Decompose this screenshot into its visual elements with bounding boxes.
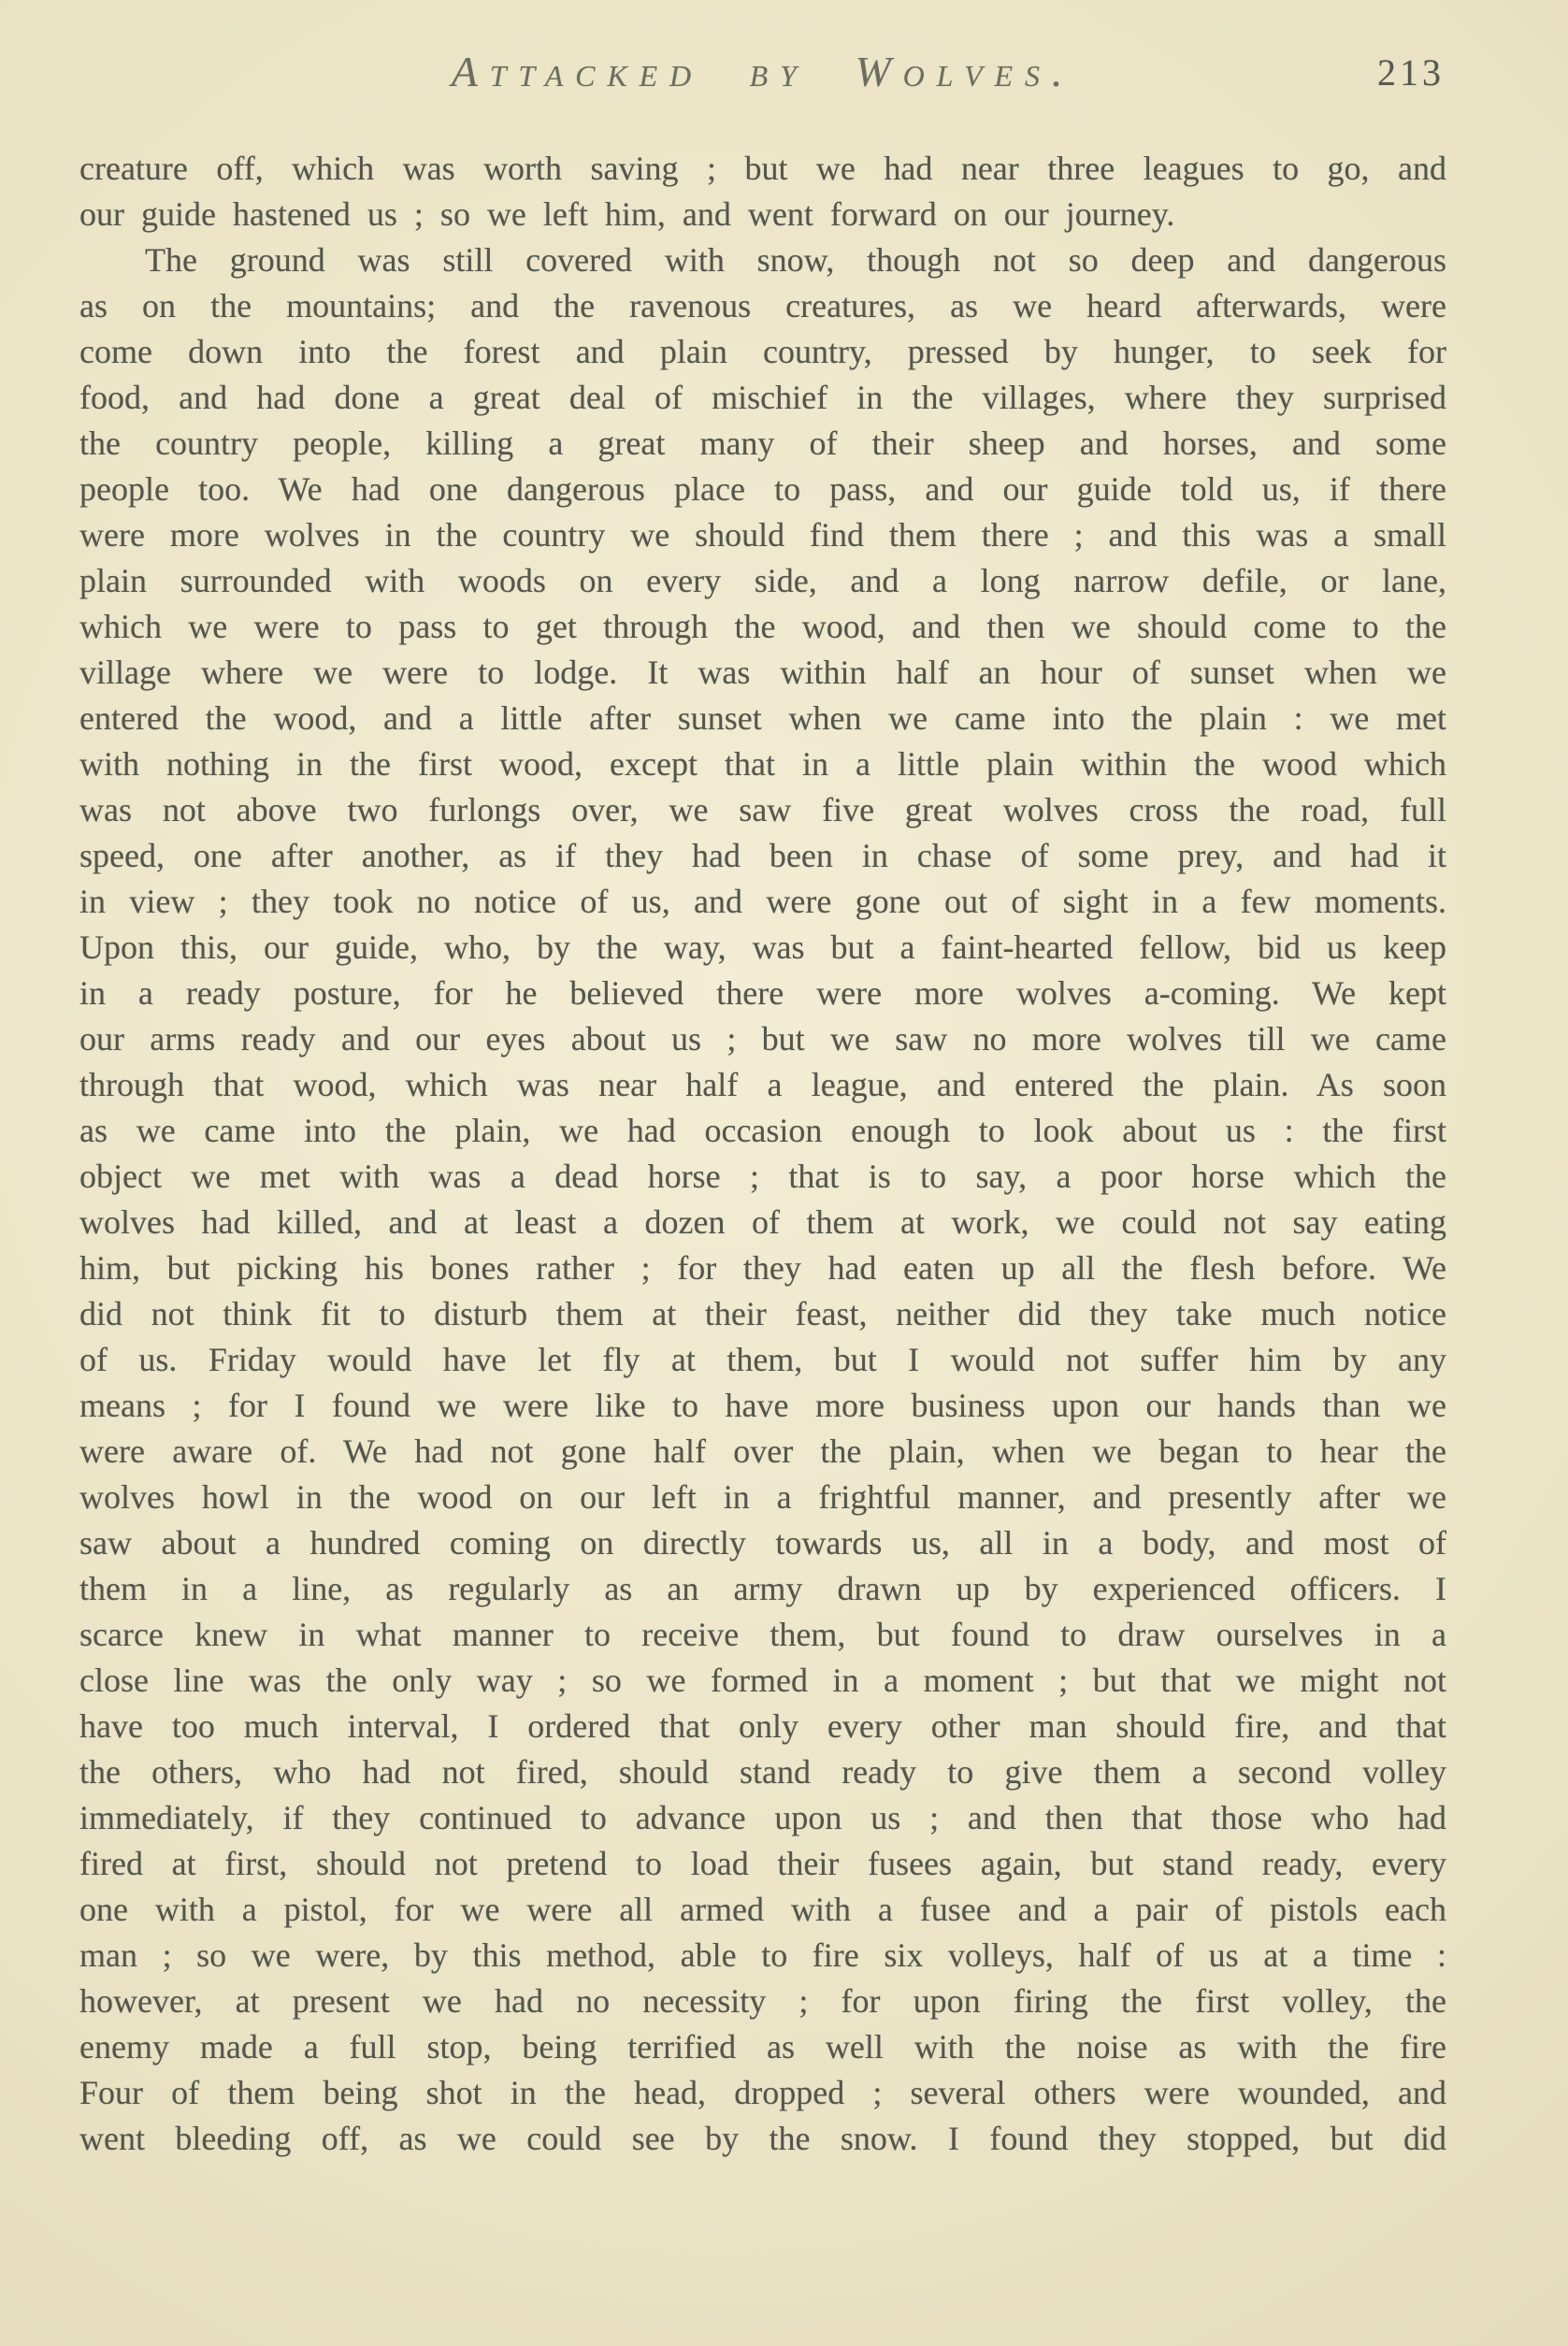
text-line: immediately, if they continued to advance upon us ; and then that those who had <box>79 1799 1446 1836</box>
text-line: which we were to pass to get through the wood, and then we should come to the <box>79 608 1446 645</box>
text-line: plain surrounded with woods on every side, and a long narrow defile, or lane, <box>79 562 1446 599</box>
text-line: in a ready posture, for he believed there were more wolves a-coming. We kept <box>79 974 1446 1012</box>
text-line: Upon this, our guide, who, by the way, was but a faint-hearted fellow, bid us keep <box>79 928 1446 966</box>
text-line: our guide hastened us ; so we left him, and went forward on our journey. <box>79 195 1175 233</box>
text-line: as we came into the plain, we had occasion enough to look about us : the first <box>79 1112 1446 1149</box>
text-line: through that wood, which was near half a league, and entered the plain. As soon <box>79 1066 1446 1103</box>
text-line: wolves had killed, and at least a dozen of them at work, we could not say eating <box>79 1203 1446 1241</box>
text-line: our arms ready and our eyes about us ; but we saw no more wolves till we came <box>79 1020 1446 1058</box>
running-title: Attacked by Wolves. <box>451 48 1075 95</box>
text-line: them in a line, as regularly as an army drawn up by experienced officers. I <box>79 1570 1446 1607</box>
page-header <box>79 47 1446 99</box>
text-line: of us. Friday would have let fly at them, but I would not suffer him by any <box>79 1341 1446 1378</box>
text-line: saw about a hundred coming on directly towards us, all in a body, and most of <box>79 1524 1446 1562</box>
text-line: in view ; they took no notice of us, and were gone out of sight in a few moments. <box>79 883 1446 920</box>
page-number: 213 <box>1377 51 1445 94</box>
text-line: were aware of. We had not gone half over the plain, when we began to hear the <box>79 1432 1446 1470</box>
text-line: enemy made a full stop, being terrified as well with the noise as with the fire <box>79 2028 1446 2065</box>
text-line: one with a pistol, for we were all armed with a fusee and a pair of pistols each <box>79 1891 1446 1928</box>
text-line: Four of them being shot in the head, dropped ; several others were wounded, and <box>79 2074 1446 2111</box>
text-line: means ; for I found we were like to have more business upon our hands than we <box>79 1387 1446 1424</box>
text-line: were more wolves in the country we should find them there ; and this was a small <box>79 516 1446 554</box>
text-line: however, at present we had no necessity ; for upon firing the first volley, the <box>79 1982 1446 2020</box>
text-line: the country people, killing a great many of their sheep and horses, and some <box>79 425 1446 462</box>
text-line: close line was the only way ; so we formed in a moment ; but that we might not <box>79 1662 1446 1699</box>
text-line: people too. We had one dangerous place to pass, and our guide told us, if there <box>79 470 1446 508</box>
text-line: him, but picking his bones rather ; for they had eaten up all the flesh before. We <box>79 1249 1446 1287</box>
text-line: fired at first, should not pretend to load their fusees again, but stand ready, every <box>79 1845 1446 1882</box>
text-line: food, and had done a great deal of mischief in the villages, where they surprised <box>79 379 1446 416</box>
text-line: went bleeding off, as we could see by the snow. I found they stopped, but did <box>79 2120 1446 2157</box>
text-line: with nothing in the first wood, except that in a little plain within the wood which <box>79 745 1446 783</box>
text-line: was not above two furlongs over, we saw five great wolves cross the road, full <box>79 791 1446 828</box>
text-line: creature off, which was worth saving ; but we had near three leagues to go, and <box>79 150 1446 187</box>
text-line: The ground was still covered with snow, though not so deep and dangerous <box>145 241 1446 279</box>
text-line: did not think fit to disturb them at their feast, neither did they take much notice <box>79 1295 1446 1332</box>
text-line: speed, one after another, as if they had been in chase of some prey, and had it <box>79 837 1446 874</box>
text-line: village where we were to lodge. It was within half an hour of sunset when we <box>79 654 1446 691</box>
text-line: wolves howl in the wood on our left in a frightful manner, and presently after we <box>79 1478 1446 1516</box>
text-line: as on the mountains; and the ravenous creatures, as we heard afterwards, were <box>79 287 1446 324</box>
text-line: come down into the forest and plain country, pressed by hunger, to seek for <box>79 333 1446 370</box>
text-line: man ; so we were, by this method, able to fire six volleys, half of us at a time : <box>79 1936 1446 1974</box>
text-line: the others, who had not fired, should stand ready to give them a second volley <box>79 1753 1446 1791</box>
body-text <box>79 146 1446 2162</box>
text-line: have too much interval, I ordered that only every other man should fire, and that <box>79 1707 1446 1745</box>
text-line: object we met with was a dead horse ; that is to say, a poor horse which the <box>79 1158 1446 1195</box>
text-line: entered the wood, and a little after sunset when we came into the plain : we met <box>79 699 1446 737</box>
text-line: scarce knew in what manner to receive them, but found to draw ourselves in a <box>79 1616 1446 1653</box>
